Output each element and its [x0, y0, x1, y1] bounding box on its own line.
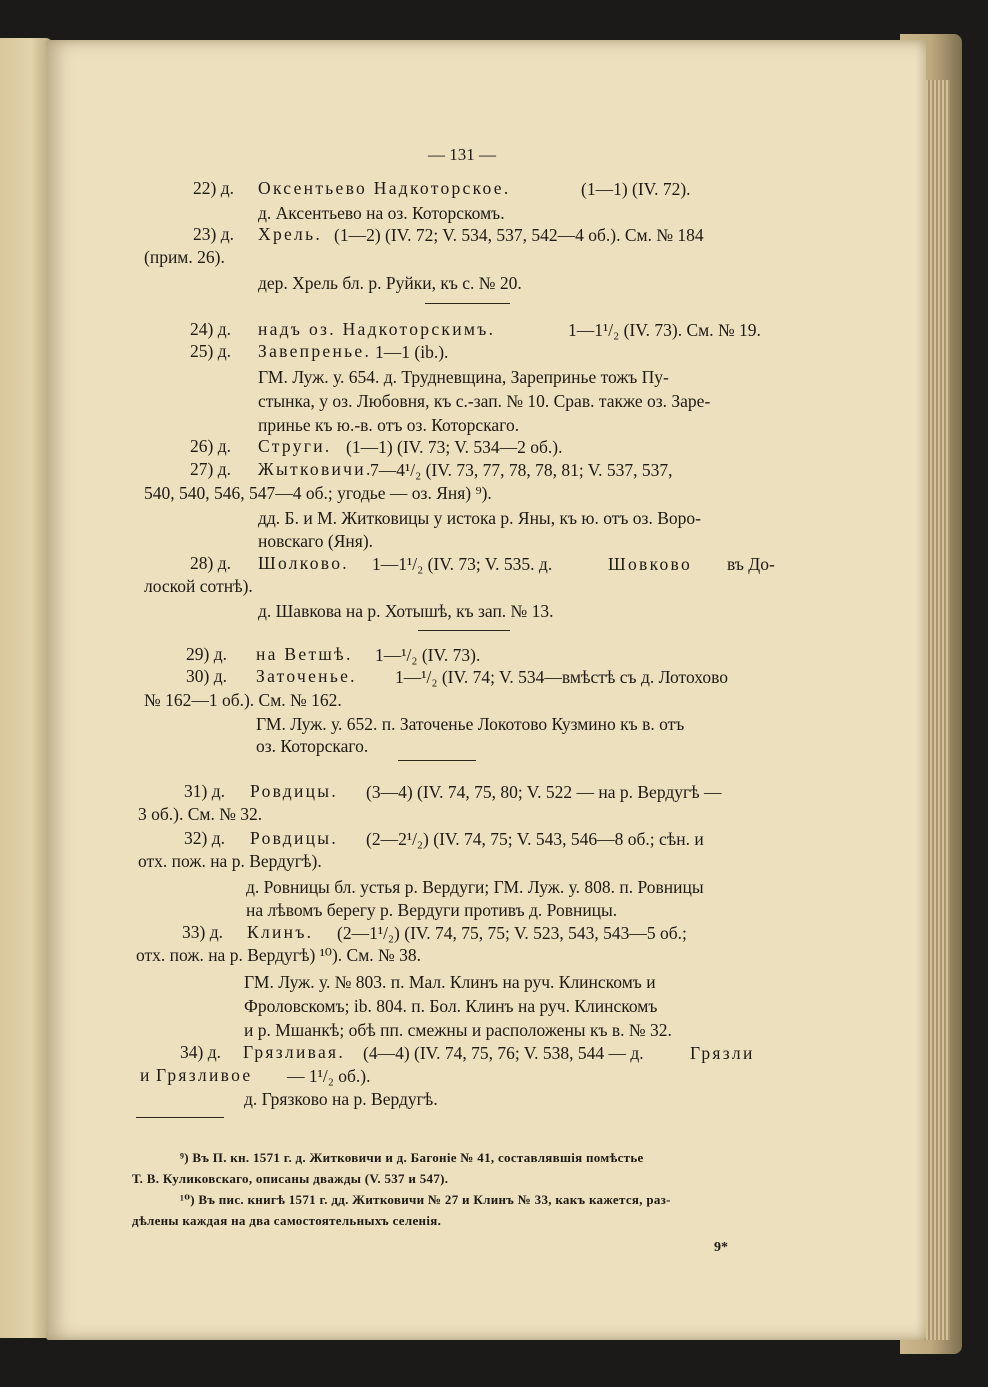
entry-note: Фроловскомъ; ib. 804. п. Бол. Клинъ на руч. Клинскомъ	[244, 996, 658, 1016]
entry-note: на лѣвомъ берегу р. Вердуги противъ д. Ровницы.	[246, 900, 618, 920]
section-divider	[425, 303, 510, 304]
entry-data: 1—1¹/₂ (IV. 73). См. № 19.	[568, 320, 761, 340]
entry-number: 32) д.	[184, 828, 225, 848]
footnote-separator	[136, 1117, 224, 1118]
entry-number: 23) д.	[193, 224, 234, 244]
entry-place-name: Ровдицы.	[250, 781, 339, 801]
entry-data: (4—4) (IV. 74, 75, 76; V. 538, 544 — д.	[363, 1043, 644, 1063]
entry-data: (2—2¹/₂) (IV. 74, 75; V. 543, 546—8 об.; сѣн. и	[366, 829, 704, 849]
footnote-10-continuation: дѣлены каждая на два самостоятельныхъ селенія.	[132, 1213, 442, 1228]
entry-note: д. Ровницы бл. устья р. Вердуги; ГМ. Луж. у. 808. п. Ровницы	[246, 877, 704, 897]
entry-data: 1—1 (ib.).	[375, 342, 449, 362]
entry-data: 1—¹/₂ (IV. 74; V. 534—вмѣстѣ съ д. Лотохово	[395, 667, 729, 687]
entry-place-name: Струги.	[258, 436, 332, 456]
entry-note: ГМ. Луж. у. 654. д. Трудневщина, Зареприньe тожъ Пу-	[258, 367, 669, 387]
entry-note: дд. Б. и М. Житковицы у истока р. Яны, къ ю. отъ оз. Воро-	[258, 508, 701, 528]
entry-place-name: Жытковичи.	[258, 459, 373, 479]
entry-continuation: и	[140, 1065, 150, 1085]
entry-place-name: Грязливая.	[243, 1042, 346, 1062]
entry-number: 22) д.	[193, 178, 234, 198]
page-number: — 131 —	[428, 145, 496, 164]
entry-number: 24) д.	[190, 319, 231, 339]
entry-number: 34) д.	[180, 1042, 221, 1062]
entry-note: принье къ ю.-в. отъ оз. Которскаго.	[258, 415, 520, 435]
entry-continuation: отх. пож. на р. Вердугѣ).	[138, 851, 322, 871]
section-divider	[418, 630, 510, 631]
entry-number: 27) д.	[190, 459, 231, 479]
entry-continuation: 3 об.). См. № 32.	[138, 804, 263, 824]
entry-number: 33) д.	[182, 922, 223, 942]
entry-data: — 1¹/₂ об.).	[287, 1066, 371, 1086]
entry-note: стынка, у оз. Любовня, къ с.-зап. № 10. Срав. также оз. Заре-	[258, 391, 711, 411]
entry-place-name: Шовково	[608, 554, 693, 574]
left-page-edge	[0, 38, 52, 1338]
entry-number: 26) д.	[190, 436, 231, 456]
entry-continuation: (прим. 26).	[144, 247, 225, 267]
entry-continuation: 540, 540, 546, 547—4 об.; угодье — оз. Яня) ⁹).	[144, 483, 492, 503]
entry-place-name: Оксентьево Надкоторское.	[258, 178, 511, 198]
entry-note: новскаго (Яня).	[258, 531, 374, 551]
entry-note: и р. Мшанкѣ; обѣ пп. смежны и расположены къ в. № 32.	[244, 1020, 672, 1040]
entry-number: 30) д.	[186, 666, 227, 686]
entry-place-name: Завепренье.	[258, 341, 372, 361]
entry-continuation: № 162—1 об.). См. № 162.	[144, 690, 342, 710]
entry-note: д. Аксентьево на оз. Которскомъ.	[258, 203, 505, 223]
entry-data: 1—1¹/₂ (IV. 73; V. 535. д.	[372, 554, 553, 574]
footnote-9: ⁹) Въ П. кн. 1571 г. д. Житковичи и д. Багоніе № 41, составлявшія помѣстье	[180, 1150, 644, 1165]
entry-number: 28) д.	[190, 553, 231, 573]
entry-data: (1—1) (IV. 73; V. 534—2 об.).	[346, 437, 563, 457]
entry-data: 7—4¹/₂ (IV. 73, 77, 78, 78, 81; V. 537, 537,	[370, 460, 673, 480]
entry-place-name: Грязли	[690, 1043, 755, 1063]
entry-place-name: Заточенье.	[256, 666, 357, 686]
entry-place-name: надъ оз. Надкоторскимъ.	[258, 319, 496, 339]
entry-note: д. Шавкова на р. Хотышѣ, къ зап. № 13.	[258, 601, 554, 621]
entry-continuation: отх. пож. на р. Вердугѣ) ¹⁰). См. № 38.	[136, 945, 421, 965]
entry-note: дер. Хрель бл. р. Руйки, къ с. № 20.	[258, 273, 522, 293]
entry-data: (3—4) (IV. 74, 75, 80; V. 522 — на р. Вердугѣ —	[366, 782, 722, 802]
entry-place-name: Грязливое	[156, 1065, 253, 1085]
entry-data: въ До-	[727, 554, 775, 574]
printer-signature-mark: 9*	[714, 1240, 728, 1255]
entry-number: 31) д.	[184, 781, 225, 801]
entry-continuation: лоской сотнѣ).	[144, 576, 253, 596]
section-divider	[398, 760, 476, 761]
entry-data: (2—1¹/₂) (IV. 74, 75, 75; V. 523, 543, 543—5 об.;	[337, 923, 687, 943]
entry-note: ГМ. Луж. у. 652. п. Заточенье Локотово Кузмино къ в. отъ	[256, 714, 685, 734]
entry-place-name: Ровдицы.	[250, 828, 339, 848]
entry-number: 25) д.	[190, 341, 231, 361]
entry-place-name: на Ветшѣ.	[256, 644, 353, 664]
entry-data: 1—¹/₂ (IV. 73).	[375, 645, 481, 665]
entry-place-name: Хрель.	[258, 224, 323, 244]
entry-note: оз. Которскаго.	[256, 736, 369, 756]
entry-place-name: Клинъ.	[247, 922, 314, 942]
entry-number: 29) д.	[186, 644, 227, 664]
entry-note: ГМ. Луж. у. № 803. п. Мал. Клинъ на руч. Клинскомъ и	[244, 972, 656, 992]
footnote-9-continuation: Т. В. Куликовскаго, описаны дважды (V. 537 и 547).	[132, 1171, 449, 1186]
entry-data: (1—2) (IV. 72; V. 534, 537, 542—4 об.). См. № 184	[334, 225, 704, 245]
entry-data: (1—1) (IV. 72).	[581, 179, 691, 199]
entry-note: д. Грязково на р. Вердугѣ.	[244, 1089, 438, 1109]
footnote-10: ¹⁰) Въ пис. книгѣ 1571 г. дд. Житковичи № 27 и Клинъ № 33, какъ кажется, раз-	[180, 1192, 671, 1207]
entry-place-name: Шолково.	[258, 553, 349, 573]
